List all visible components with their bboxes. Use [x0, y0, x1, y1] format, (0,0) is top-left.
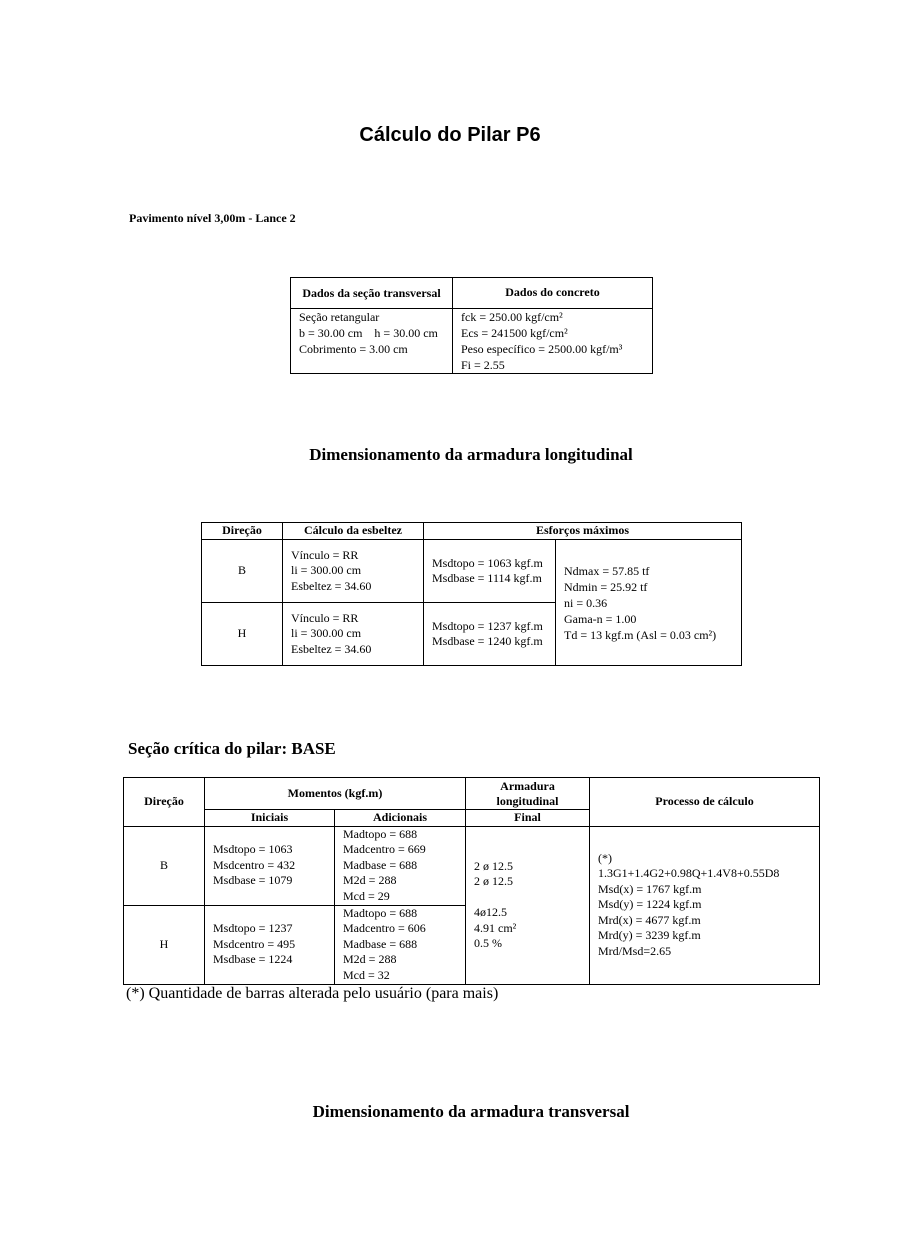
gama-n: Gama-n = 1.00 [564, 611, 637, 626]
processo-line: Mrd(x) = 4677 kgf.m [598, 912, 701, 927]
section-heading-transversal: Dimensionamento da armadura transversal [312, 1102, 630, 1121]
header-concreto: Dados do concreto [453, 278, 653, 309]
fi: Fi = 2.55 [461, 358, 505, 372]
footnote: (*) Quantidade de barras alterada pelo usuário (para mais) [126, 985, 499, 1002]
section-heading-longitudinal: Dimensionamento da armadura longitudinal [309, 445, 633, 464]
header-direcao-critica: Direção [124, 778, 205, 827]
esbeltez-table [201, 522, 742, 666]
processo-line: (*) [598, 850, 612, 865]
adicionais-h-line: Madtopo = 688 [343, 905, 418, 920]
vinculo-b: Vínculo = RR [291, 547, 359, 562]
secao-tipo: Seção retangular [299, 310, 380, 324]
processo-cell [590, 826, 820, 984]
page-title: Cálculo do Pilar P6 [359, 124, 541, 146]
header-adicionais: Adicionais [335, 810, 466, 827]
adicionais-b-cell [335, 826, 466, 905]
direcao-h: H [202, 603, 283, 666]
section-heading-critica: Seção crítica do pilar: BASE [128, 739, 336, 758]
processo-line: 1.3G1+1.4G2+0.98Q+1.4V8+0.55D8 [598, 866, 780, 881]
adicionais-h-line: M2d = 288 [343, 952, 397, 967]
peso-especifico: Peso específico = 2500.00 kgf/m³ [461, 342, 623, 356]
header-momentos: Momentos (kgf.m) [205, 778, 466, 810]
concreto-cell [453, 309, 653, 374]
vinculo-h: Vínculo = RR [291, 610, 359, 625]
iniciais-h-line: Msdtopo = 1237 [213, 921, 293, 936]
msdbase-h: Msdbase = 1240 kgf.m [432, 634, 543, 648]
ndmax: Ndmax = 57.85 tf [564, 563, 650, 578]
adicionais-b-line: Madbase = 688 [343, 857, 418, 872]
final-line: 4ø12.5 [474, 905, 507, 919]
fck: fck = 250.00 kgf/cm² [461, 310, 563, 324]
ecs: Ecs = 241500 kgf/cm² [461, 326, 568, 340]
ni: ni = 0.36 [564, 595, 608, 610]
critica-table [123, 777, 820, 985]
direcao-critica-b: B [124, 826, 205, 905]
esforcos-shared-cell [556, 540, 742, 666]
processo-line: Mrd(y) = 3239 kgf.m [598, 928, 701, 943]
header-direcao: Direção [202, 523, 283, 540]
adicionais-h-line: Mcd = 32 [343, 967, 390, 982]
secao-dims: b = 30.00 cm h = 30.00 cm [299, 326, 438, 340]
td: Td = 13 kgf.m (Asl = 0.03 cm²) [564, 627, 717, 642]
li-h: li = 300.00 cm [291, 626, 362, 641]
final-cell [466, 826, 590, 984]
header-final: Final [466, 810, 590, 827]
final-line: 0.5 % [474, 936, 502, 950]
esforcos-h-cell [424, 603, 556, 666]
final-line: 2 ø 12.5 [474, 858, 513, 873]
iniciais-b-line: Msdtopo = 1063 [213, 842, 293, 857]
iniciais-b-line: Msdbase = 1079 [213, 873, 293, 888]
header-processo: Processo de cálculo [590, 778, 820, 827]
adicionais-b-line: M2d = 288 [343, 873, 397, 888]
secao-cell [291, 309, 453, 374]
adicionais-h-line: Madbase = 688 [343, 936, 418, 951]
direcao-b: B [202, 540, 283, 603]
processo-line: Mrd/Msd=2.65 [598, 943, 672, 958]
cobrimento: Cobrimento = 3.00 cm [299, 342, 408, 356]
msdtopo-h: Msdtopo = 1237 kgf.m [432, 618, 543, 633]
header-esbeltez: Cálculo da esbeltez [283, 523, 424, 540]
header-iniciais: Iniciais [205, 810, 335, 827]
msdbase-b: Msdbase = 1114 kgf.m [432, 571, 542, 585]
adicionais-h-cell [335, 905, 466, 984]
final-spacer [474, 890, 581, 906]
adicionais-b-line: Madcentro = 669 [343, 842, 426, 857]
esbeltez-b: Esbeltez = 34.60 [291, 578, 372, 593]
esforcos-b-cell [424, 540, 556, 603]
processo-line: Msd(y) = 1224 kgf.m [598, 897, 702, 912]
iniciais-h-line: Msdbase = 1224 [213, 952, 293, 967]
header-armadura: Armadura longitudinal [466, 778, 590, 810]
esbeltez-h: Esbeltez = 34.60 [291, 641, 372, 656]
adicionais-b-line: Mcd = 29 [343, 888, 390, 903]
iniciais-h-cell [205, 905, 335, 984]
dados-table [290, 277, 653, 374]
li-b: li = 300.00 cm [291, 563, 362, 578]
iniciais-h-line: Msdcentro = 495 [213, 936, 296, 951]
processo-line: Msd(x) = 1767 kgf.m [598, 881, 702, 896]
header-secao: Dados da seção transversal [291, 278, 453, 309]
final-line: 2 ø 12.5 [474, 874, 513, 888]
ndmin: Ndmin = 25.92 tf [564, 579, 648, 594]
esbeltez-h-cell [283, 603, 424, 666]
esbeltez-b-cell [283, 540, 424, 603]
msdtopo-b: Msdtopo = 1063 kgf.m [432, 555, 543, 570]
adicionais-b-line: Madtopo = 688 [343, 826, 418, 841]
header-esforcos: Esforços máximos [424, 523, 742, 540]
iniciais-b-line: Msdcentro = 432 [213, 857, 296, 872]
adicionais-h-line: Madcentro = 606 [343, 921, 426, 936]
final-line: 4.91 cm² [474, 920, 517, 935]
iniciais-b-cell [205, 826, 335, 905]
direcao-critica-h: H [124, 905, 205, 984]
pavimento-label: Pavimento nível 3,00m - Lance 2 [129, 211, 296, 225]
